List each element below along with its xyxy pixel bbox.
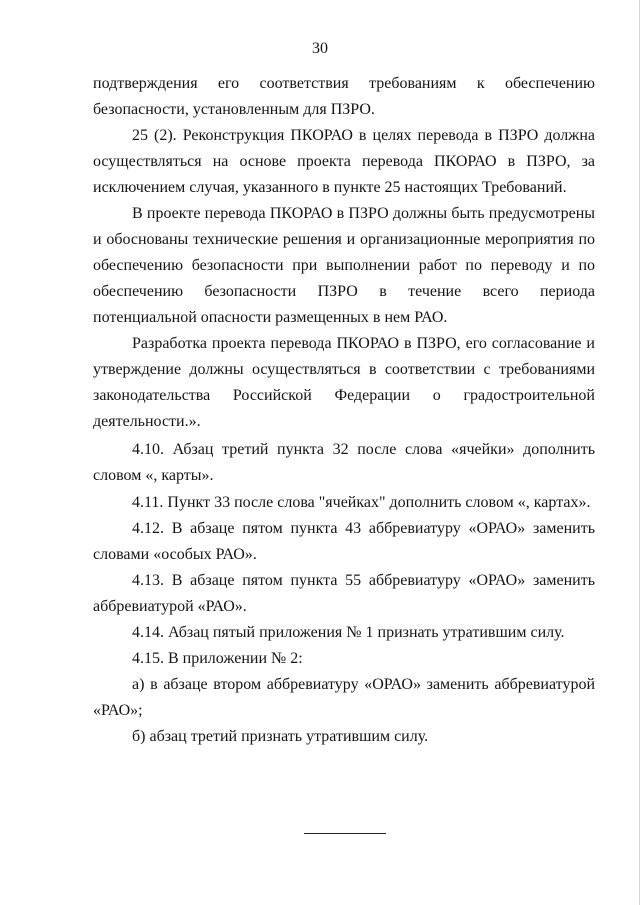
footer-divider	[304, 833, 386, 834]
paragraph: 4.14. Абзац пятый приложения № 1 признать утратившим силу.	[132, 624, 565, 641]
paragraph: а) в абзаце втором аббревиатуру «ОРАО» заменить аббревиатурой «РАО»;	[93, 676, 595, 719]
paragraph: 4.11. Пункт 33 после слова "ячейках" дополнить словом «, картах».	[132, 494, 591, 511]
paragraph: подтверждения его соответствия требованиям к обеспечению безопасности, установленным для ПЗРО.	[93, 75, 595, 118]
paragraph: 4.13. В абзаце пятом пункта 55 аббревиатуру «ОРАО» заменить аббревиатурой «РАО».	[93, 572, 595, 615]
paragraph: В проекте перевода ПКОРАО в ПЗРО должны быть предусмотрены и обоснованы технические решения и организационные мероприятия по обеспечению безопасности при выполнении работ по переводу и по обеспечению безопасности ПЗРО в течение всего периода потенциальной опасности размещенных в нем РАО.	[93, 205, 595, 326]
paragraph: Разработка проекта перевода ПКОРАО в ПЗРО, его согласование и утверждение должны осуществляться в соответствии с требованиями законодательства Российской Федерации о градостроительной деятельности.».	[93, 335, 595, 430]
page-number: 30	[312, 40, 328, 57]
paragraph: 4.15. В приложении № 2:	[132, 650, 303, 667]
paragraph: 4.10. Абзац третий пункта 32 после слова «ячейки» дополнить словом «, карты».	[93, 441, 595, 484]
paragraph: б) абзац третий признать утратившим силу.	[132, 728, 429, 745]
paragraph: 25 (2). Реконструкция ПКОРАО в целях перевода в ПЗРО должна осуществляться на основе проекта перевода ПКОРАО в ПЗРО, за исключением случая, указанного в пункте 25 настоящих Требований.	[93, 127, 595, 196]
paragraph: 4.12. В абзаце пятом пункта 43 аббревиатуру «ОРАО» заменить словами «особых РАО».	[93, 520, 595, 563]
document-body	[93, 71, 595, 750]
